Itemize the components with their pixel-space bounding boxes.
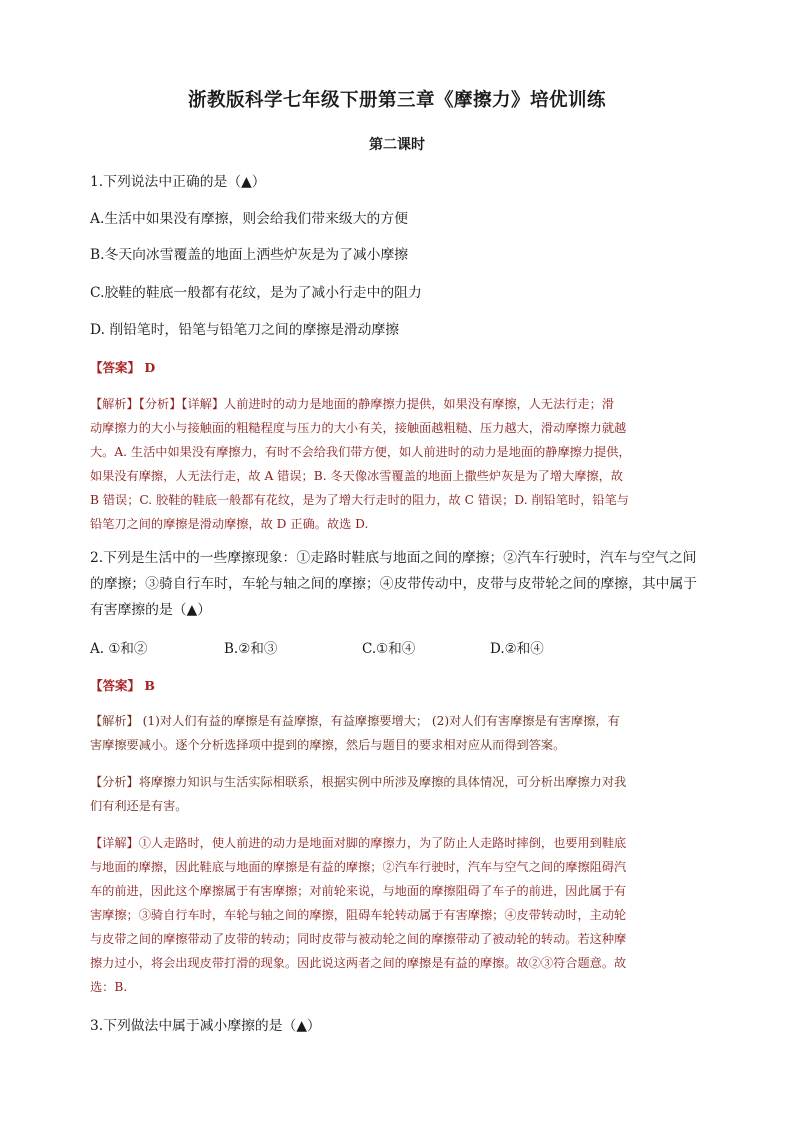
question-2-jiexi-line: 【解析】 (1)对人们有益的摩擦是有益摩擦，有益摩擦要增大； (2)对人们有害摩擦是有害摩擦，有 [90, 714, 620, 728]
question-1-stem: 1.下列说法中正确的是（▲） [90, 174, 266, 190]
question-1-analysis-line: 【解析】【分析】【详解】人前进时的动力是地面的静摩擦力提供，如果没有摩擦，人无法行走；滑 [90, 397, 615, 411]
question-1-option-a: A.生活中如果没有摩擦，则会给我们带来级大的方便 [90, 211, 408, 227]
question-2-xiangjie-line: 害摩擦；③骑自行车时，车轮与轴之间的摩擦，阻碍车轮转动属于有害摩擦；④皮带转动时，主动轮 [90, 908, 627, 922]
question-1-analysis-line: 动摩擦力的大小与接触面的粗糙程度与压力的大小有关，接触面越粗糙、压力越大，滑动摩擦力就越 [90, 421, 627, 435]
question-1-analysis-line: 铅笔刀之间的摩擦是滑动摩擦，故 D 正确。故选 D. [90, 517, 369, 531]
question-1-option-c: C.胶鞋的鞋底一般都有花纹，是为了减小行走中的阻力 [90, 285, 422, 301]
question-2-option-a: A. ①和② [90, 641, 148, 657]
question-2-fenxi-line: 们有利还是有害。 [90, 799, 188, 813]
question-2-xiangjie-line: 擦力过小，将会出现皮带打滑的现象。因此说这两者之间的摩擦是有益的摩擦。故②③符合题意。故 [90, 956, 627, 970]
question-2-xiangjie-line: 选：B. [90, 980, 128, 994]
question-2-option-b: B.②和③ [224, 641, 278, 657]
document-subtitle: 第二课时 [369, 137, 425, 153]
question-2-stem-line: 2.下列是生活中的一些摩擦现象：①走路时鞋底与地面之间的摩擦；②汽车行驶时，汽车与空气之间 [90, 550, 697, 566]
question-2-stem-line: 有害摩擦的是（▲） [90, 602, 211, 618]
question-2-stem-line: 的摩擦；③骑自行车时，车轮与轴之间的摩擦；④皮带传动中，皮带与皮带轮之间的摩擦，其中属于 [90, 576, 698, 592]
question-1-answer: 【答案】 D [90, 360, 156, 375]
question-2-xiangjie-line: 车的前进，因此这个摩擦属于有害摩擦；对前轮来说，与地面的摩擦阻碍了车子的前进，因此属于有 [90, 884, 627, 898]
question-1-option-b: B.冬天向冰雪覆盖的地面上洒些炉灰是为了减小摩擦 [90, 247, 409, 263]
question-1-analysis-line: 大。A. 生活中如果没有摩擦力，有时不会给我们带方便，如人前进时的动力是地面的静摩擦力提供， [90, 445, 631, 459]
question-1-analysis-line: B 错误；C. 胶鞋的鞋底一般都有花纹，是为了增大行走时的阻力，故 C 错误；D. 削铅笔时，铅笔与 [90, 493, 629, 507]
question-2-option-c: C.①和④ [362, 641, 416, 657]
question-1-analysis-line: 如果没有摩擦，人无法行走，故 A 错误；B. 冬天像冰雪覆盖的地面上撒些炉灰是为了增大摩擦，故 [90, 469, 623, 483]
question-2-option-d: D.②和④ [490, 641, 544, 657]
question-3-stem: 3.下列做法中属于减小摩擦的是（▲） [90, 1018, 321, 1034]
question-2-jiexi-line: 害摩擦要减小。逐个分析选择项中提到的摩擦，然后与题目的要求相对应从而得到答案。 [90, 738, 566, 752]
question-2-answer: 【答案】 B [90, 678, 155, 693]
question-2-xiangjie-line: 【详解】①人走路时，使人前进的动力是地面对脚的摩擦力，为了防止人走路时摔倒，也要用到鞋底 [90, 836, 627, 850]
question-2-xiangjie-line: 与皮带之间的摩擦带动了皮带的转动；同时皮带与被动轮之间的摩擦带动了被动轮的转动。若这种摩 [90, 932, 627, 946]
question-1-option-d: D. 削铅笔时，铅笔与铅笔刀之间的摩擦是滑动摩擦 [90, 322, 400, 338]
question-2-fenxi-line: 【分析】将摩擦力知识与生活实际相联系，根据实例中所涉及摩擦的具体情况，可分析出摩擦力对我 [90, 775, 627, 789]
document-title: 浙教版科学七年级下册第三章《摩擦力》培优训练 [187, 90, 606, 111]
question-2-xiangjie-line: 与地面的摩擦，因此鞋底与地面的摩擦是有益的摩擦；②汽车行驶时，汽车与空气之间的摩擦阻碍汽 [90, 860, 627, 874]
